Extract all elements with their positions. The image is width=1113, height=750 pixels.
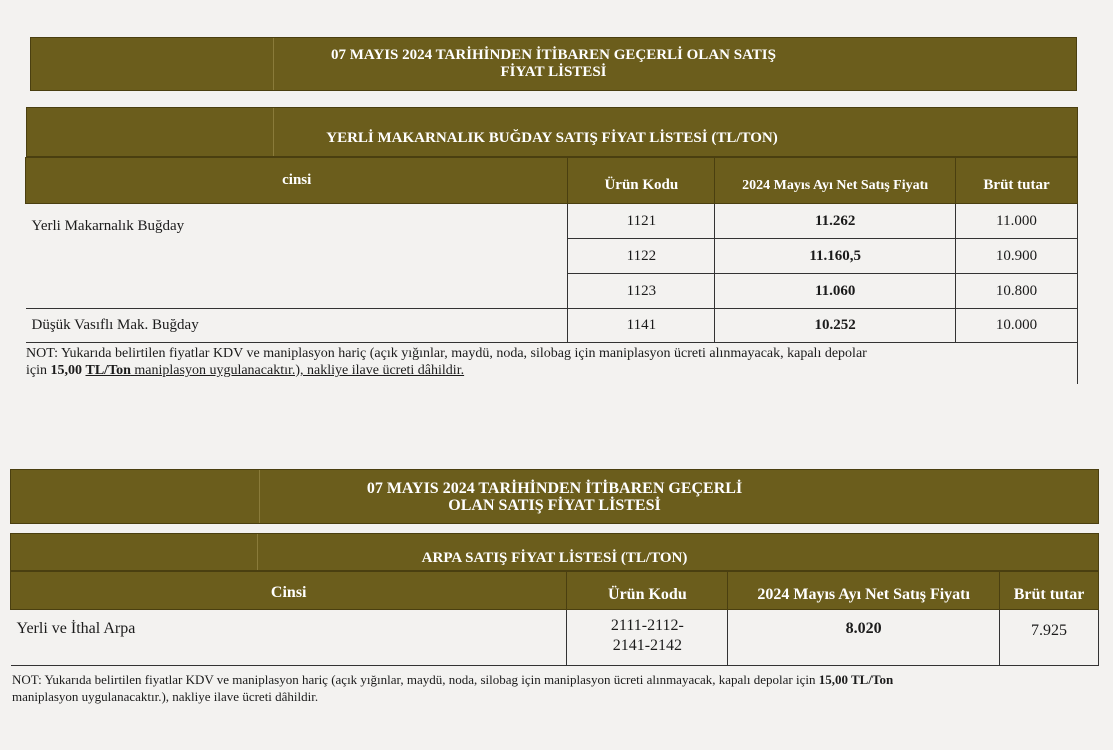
col-header-net-price: 2024 Mayıs Ayı Net Satış Fiyatı — [715, 158, 956, 204]
product-name: Yerli ve İthal Arpa — [11, 610, 567, 666]
product-code: 1141 — [568, 309, 715, 343]
title-divider — [273, 108, 274, 156]
note-text: maniplasyon uygulanacaktır.), nakliye ilave ücreti dâhildir. — [130, 363, 465, 378]
product-code — [567, 610, 728, 666]
product-code-line2: 2141-2142 — [612, 637, 683, 654]
net-price: 11.060 — [715, 274, 956, 309]
section1-note — [26, 345, 1076, 379]
gross-price: 7.925 — [1000, 610, 1099, 666]
section1-table-title — [26, 107, 1078, 157]
table-row — [26, 204, 1078, 239]
note-amount: 15,00 — [50, 363, 82, 378]
net-price: 11.160,5 — [715, 239, 956, 274]
gross-price: 10.000 — [956, 309, 1078, 343]
col-header-gross: Brüt tutar — [1000, 572, 1099, 610]
net-price: 11.262 — [715, 204, 956, 239]
header-divider — [273, 38, 274, 90]
section1-table-title-text: YERLİ MAKARNALIK BUĞDAY SATIŞ FİYAT LİSTESİ (TL/TON) — [326, 129, 778, 146]
net-price: 8.020 — [728, 610, 1000, 666]
gross-price: 11.000 — [956, 204, 1078, 239]
wheat-price-table — [25, 157, 1078, 343]
section1-header-line1: 07 MAYIS 2024 TARİHİNDEN İTİBAREN GEÇERLİ OLAN SATIŞ — [331, 47, 776, 63]
product-code: 1121 — [568, 204, 715, 239]
section2-header-line1: 07 MAYIS 2024 TARİHİNDEN İTİBAREN GEÇERLİ — [366, 479, 743, 497]
product-code-line1: 2111-2112- — [610, 617, 684, 634]
header-divider — [259, 470, 260, 523]
note-text: maniplasyon uygulanacaktır.), nakliye ilave ücreti dâhildir. — [12, 689, 319, 704]
section2-table-title — [10, 533, 1099, 571]
note-text: NOT: Yukarıda belirtilen fiyatlar KDV ve maniplasyon hariç (açık yığınlar, maydü, noda, silobag için maniplasyon ücreti alınmayacak, kapalı depolar — [26, 346, 867, 361]
note-text: için — [26, 363, 51, 378]
section2-header — [10, 469, 1099, 524]
section1-header — [30, 37, 1077, 91]
table-border — [1077, 342, 1078, 384]
col-header-net-price: 2024 Mayıs Ayı Net Satış Fiyatı — [728, 572, 1000, 610]
col-header-type: Cinsi — [11, 572, 567, 610]
gross-price: 10.800 — [956, 274, 1078, 309]
note-unit: TL/Ton — [85, 363, 131, 378]
barley-price-table — [10, 571, 1099, 666]
section2-table-title-text: ARPA SATIŞ FİYAT LİSTESİ (TL/TON) — [421, 549, 688, 566]
section2-header-line2: OLAN SATIŞ FİYAT LİSTESİ — [448, 496, 661, 514]
note-amount: 15,00 TL/Ton — [818, 672, 894, 687]
note-text: NOT: Yukarıda belirtilen fiyatlar KDV ve maniplasyon hariç (açık yığınlar, maydü, noda, silobag için maniplasyon ücreti alınmayacak, kapalı depolar için — [12, 672, 819, 687]
product-name: Düşük Vasıflı Mak. Buğday — [26, 309, 568, 343]
product-code: 1122 — [568, 239, 715, 274]
product-code: 1123 — [568, 274, 715, 309]
section2-note — [12, 671, 1097, 705]
net-price: 10.252 — [715, 309, 956, 343]
col-header-gross: Brüt tutar — [956, 158, 1078, 204]
title-divider — [257, 534, 258, 570]
table-row — [11, 610, 1099, 666]
col-header-type: cinsi — [26, 158, 568, 204]
section1-header-line2: FİYAT LİSTESİ — [500, 64, 607, 80]
table-row — [26, 309, 1078, 343]
col-header-code: Ürün Kodu — [568, 158, 715, 204]
gross-price: 10.900 — [956, 239, 1078, 274]
product-name: Yerli Makarnalık Buğday — [26, 204, 568, 309]
col-header-code: Ürün Kodu — [567, 572, 728, 610]
